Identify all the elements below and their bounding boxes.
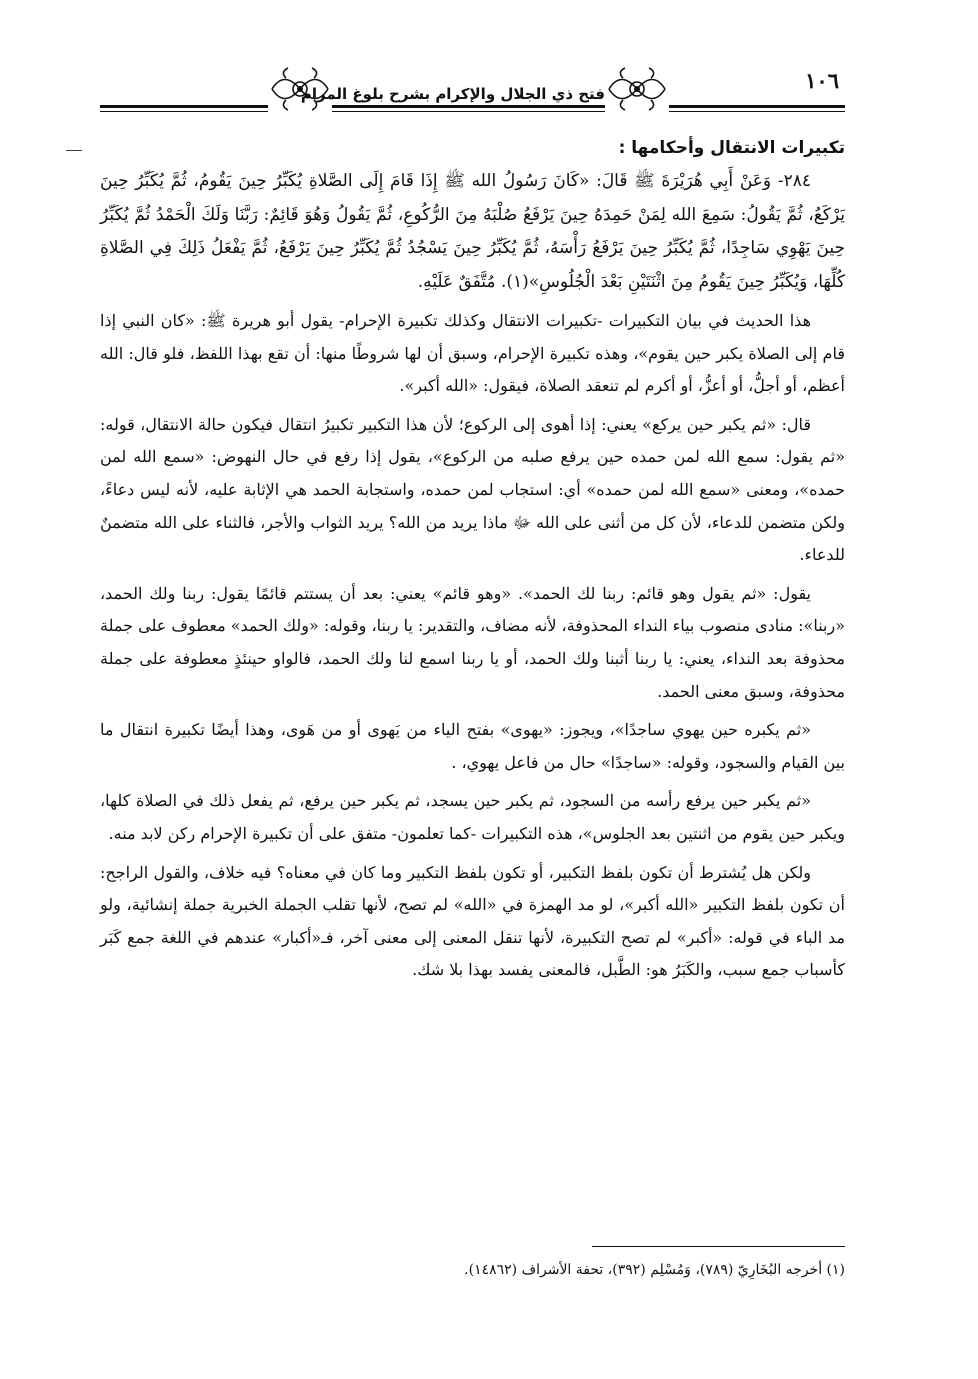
header-rule-thin [100,111,845,112]
footnote-divider [592,1246,845,1247]
header-rule-thick [100,105,845,108]
margin-mark [66,150,82,151]
paragraph-4: «ثم يكبره حين يهوي ساجدًا»، ويجوز: «يهوى» بفتح الياء من يَهوى أو من هَوى، وهذا أيضًا تكبيرة انتقال ما بين القيام والسجود، وقوله: «ساجدًا» حال من فاعل يهوي، . [100,720,845,772]
hadith-text: ٢٨٤- وَعَنْ أَبِي هُرَيْرَةَ ﷺ قَالَ: «كَانَ رَسُولُ الله ﷺ إِذَا قَامَ إِلَى الصَّلاةِ يُكَبِّرُ حِينَ يَقُومُ، ثُمَّ يُكَبِّرُ حِينَ يَرْكَعُ، ثُمَّ يَقُولُ: سَمِعَ الله لِمَنْ حَمِدَهُ حِينَ يَرْفَعُ صُلْبَهُ مِنَ الرُّكُوعِ، ثُمَّ يَقُولُ وَهُوَ قَائِمٌ: رَبَّنَا وَلَكَ الْحَمْدُ ثُمَّ يُكَبِّرُ حِينَ يَهْوِي سَاجِدًا، ثُمَّ يُكَبِّرُ حِينَ يَرْفَعُ رَأْسَهُ، ثُمَّ يُكَبِّرُ حِينَ يَسْجُدُ ثُمَّ يُكَبِّرُ حِينَ يَرْفَعُ، ثُمَّ يَفْعَلُ ذَلِكَ فِي الصَّلاةِ كُلِّهَا، وَيُكَبِّرُ حِينَ يَقُومُ مِنَ اثْنَتَيْنِ بَعْدَ الْجُلُوسِ»(١). مُتَّفَقٌ عَلَيْهِ. [100,171,845,292]
page-header [100,62,845,122]
paragraph-5: «ثم يكبر حين يرفع رأسه من السجود، ثم يكبر حين يسجد، ثم يكبر حين يرفع، ثم يفعل ذلك في الصلاة كلها، ويكبر حين يقوم من اثنتين بعد الجلوس»، هذه التكبيرات -كما تعلمون- متفق على أن تكبيرة الإحرام ركن لابد منه. [100,791,845,843]
footnote: (١) أخرجه البُخَارِيّ (٧٨٩)، وَمُسْلِم (٣٩٢)، تحفة الأشراف (١٤٨٦٢). [464,1262,845,1278]
paragraph-1: هذا الحديث في بيان التكبيرات -تكبيرات الانتقال وكذلك تكبيرة الإحرام- يقول أبو هريرة ﷺ: «كان النبي إذا قام إلى الصلاة يكبر حين يقوم»، وهذه تكبيرة الإحرام، وسبق أن لها شروطًا منها: أن تقع بهذا اللفظ، فلو قال: الله أعظم، أو أجلُّ، أو أعزُّ، أو أكرم لم تنعقد الصلاة، فيقول: «الله أكبر». [100,311,845,396]
paragraph-6: ولكن هل يُشترط أن تكون بلفظ التكبير، أو تكون بلفظ التكبير وما كان في معناه؟ فيه خلاف، والقول الراجح: أن تكون بلفظ التكبير «الله أكبر»، لو مد الهمزة في «الله» لم تصح، لأنها تقلب الجملة الخبرية جملة إنشائية، ولو مد الباء في قوله: «أكبر» لم تصح التكبيرة، لأنها تنقل المعنى إلى معنى آخر، فـ«أكبار» عندهم في اللغة جمع كَبَر كأسباب جمع سبب، والكَبَرُ هو: الطَّبل، فالمعنى يفسد بهذا بلا شك. [100,862,845,980]
ornament-right-icon [605,64,669,114]
book-title: فتح ذي الجلال والإكرام بشرح بلوغ المرام [300,85,605,103]
page-number: ١٠٦ [805,68,839,93]
page-body [100,133,845,991]
paragraph-2: قال: «ثم يكبر حين يركع» يعني: إذا أهوى إلى الركوع؛ لأن هذا التكبير تكبيرُ انتقال فيكون حالة الانتقال، قوله: «ثم يقول: سمع الله لمن حمده حين يرفع صلبه من الركوع»، يقول إذا رفع في حال النهوض: «سمع الله لمن حمده»، ومعنى «سمع الله لمن حمده» أي: استجاب لمن حمده، واستجابة الحمد هي الإثابة عليه، لأنه ليس دعاءً، ولكن متضمن للدعاء، لأن كل من أثنى على الله ﷻ ماذا يريد من الله؟ يريد الثواب والأجر، فالثناء على الله متضمنٌ للدعاء. [100,414,845,565]
section-heading: تكبيرات الانتقال وأحكامها : [618,138,845,158]
paragraph-3: يقول: «ثم يقول وهو قائم: ربنا لك الحمد». «وهو قائم» يعني: بعد أن يستتم قائمًا يقول: ربنا ولك الحمد، «ربنا»: منادى منصوب بياء النداء المحذوفة، لأنه مضاف، والتقدير: يا ربنا، وقوله: «ولك الحمد» معطوف على جملة محذوفة بعد النداء، يعني: يا ربنا أثبنا ولك الحمد، أو يا ربنا اسمع لنا ولك الحمد، فالواو حينئذٍ معطوفة على جملة محذوفة، وسبق معنى الحمد. [100,583,846,701]
